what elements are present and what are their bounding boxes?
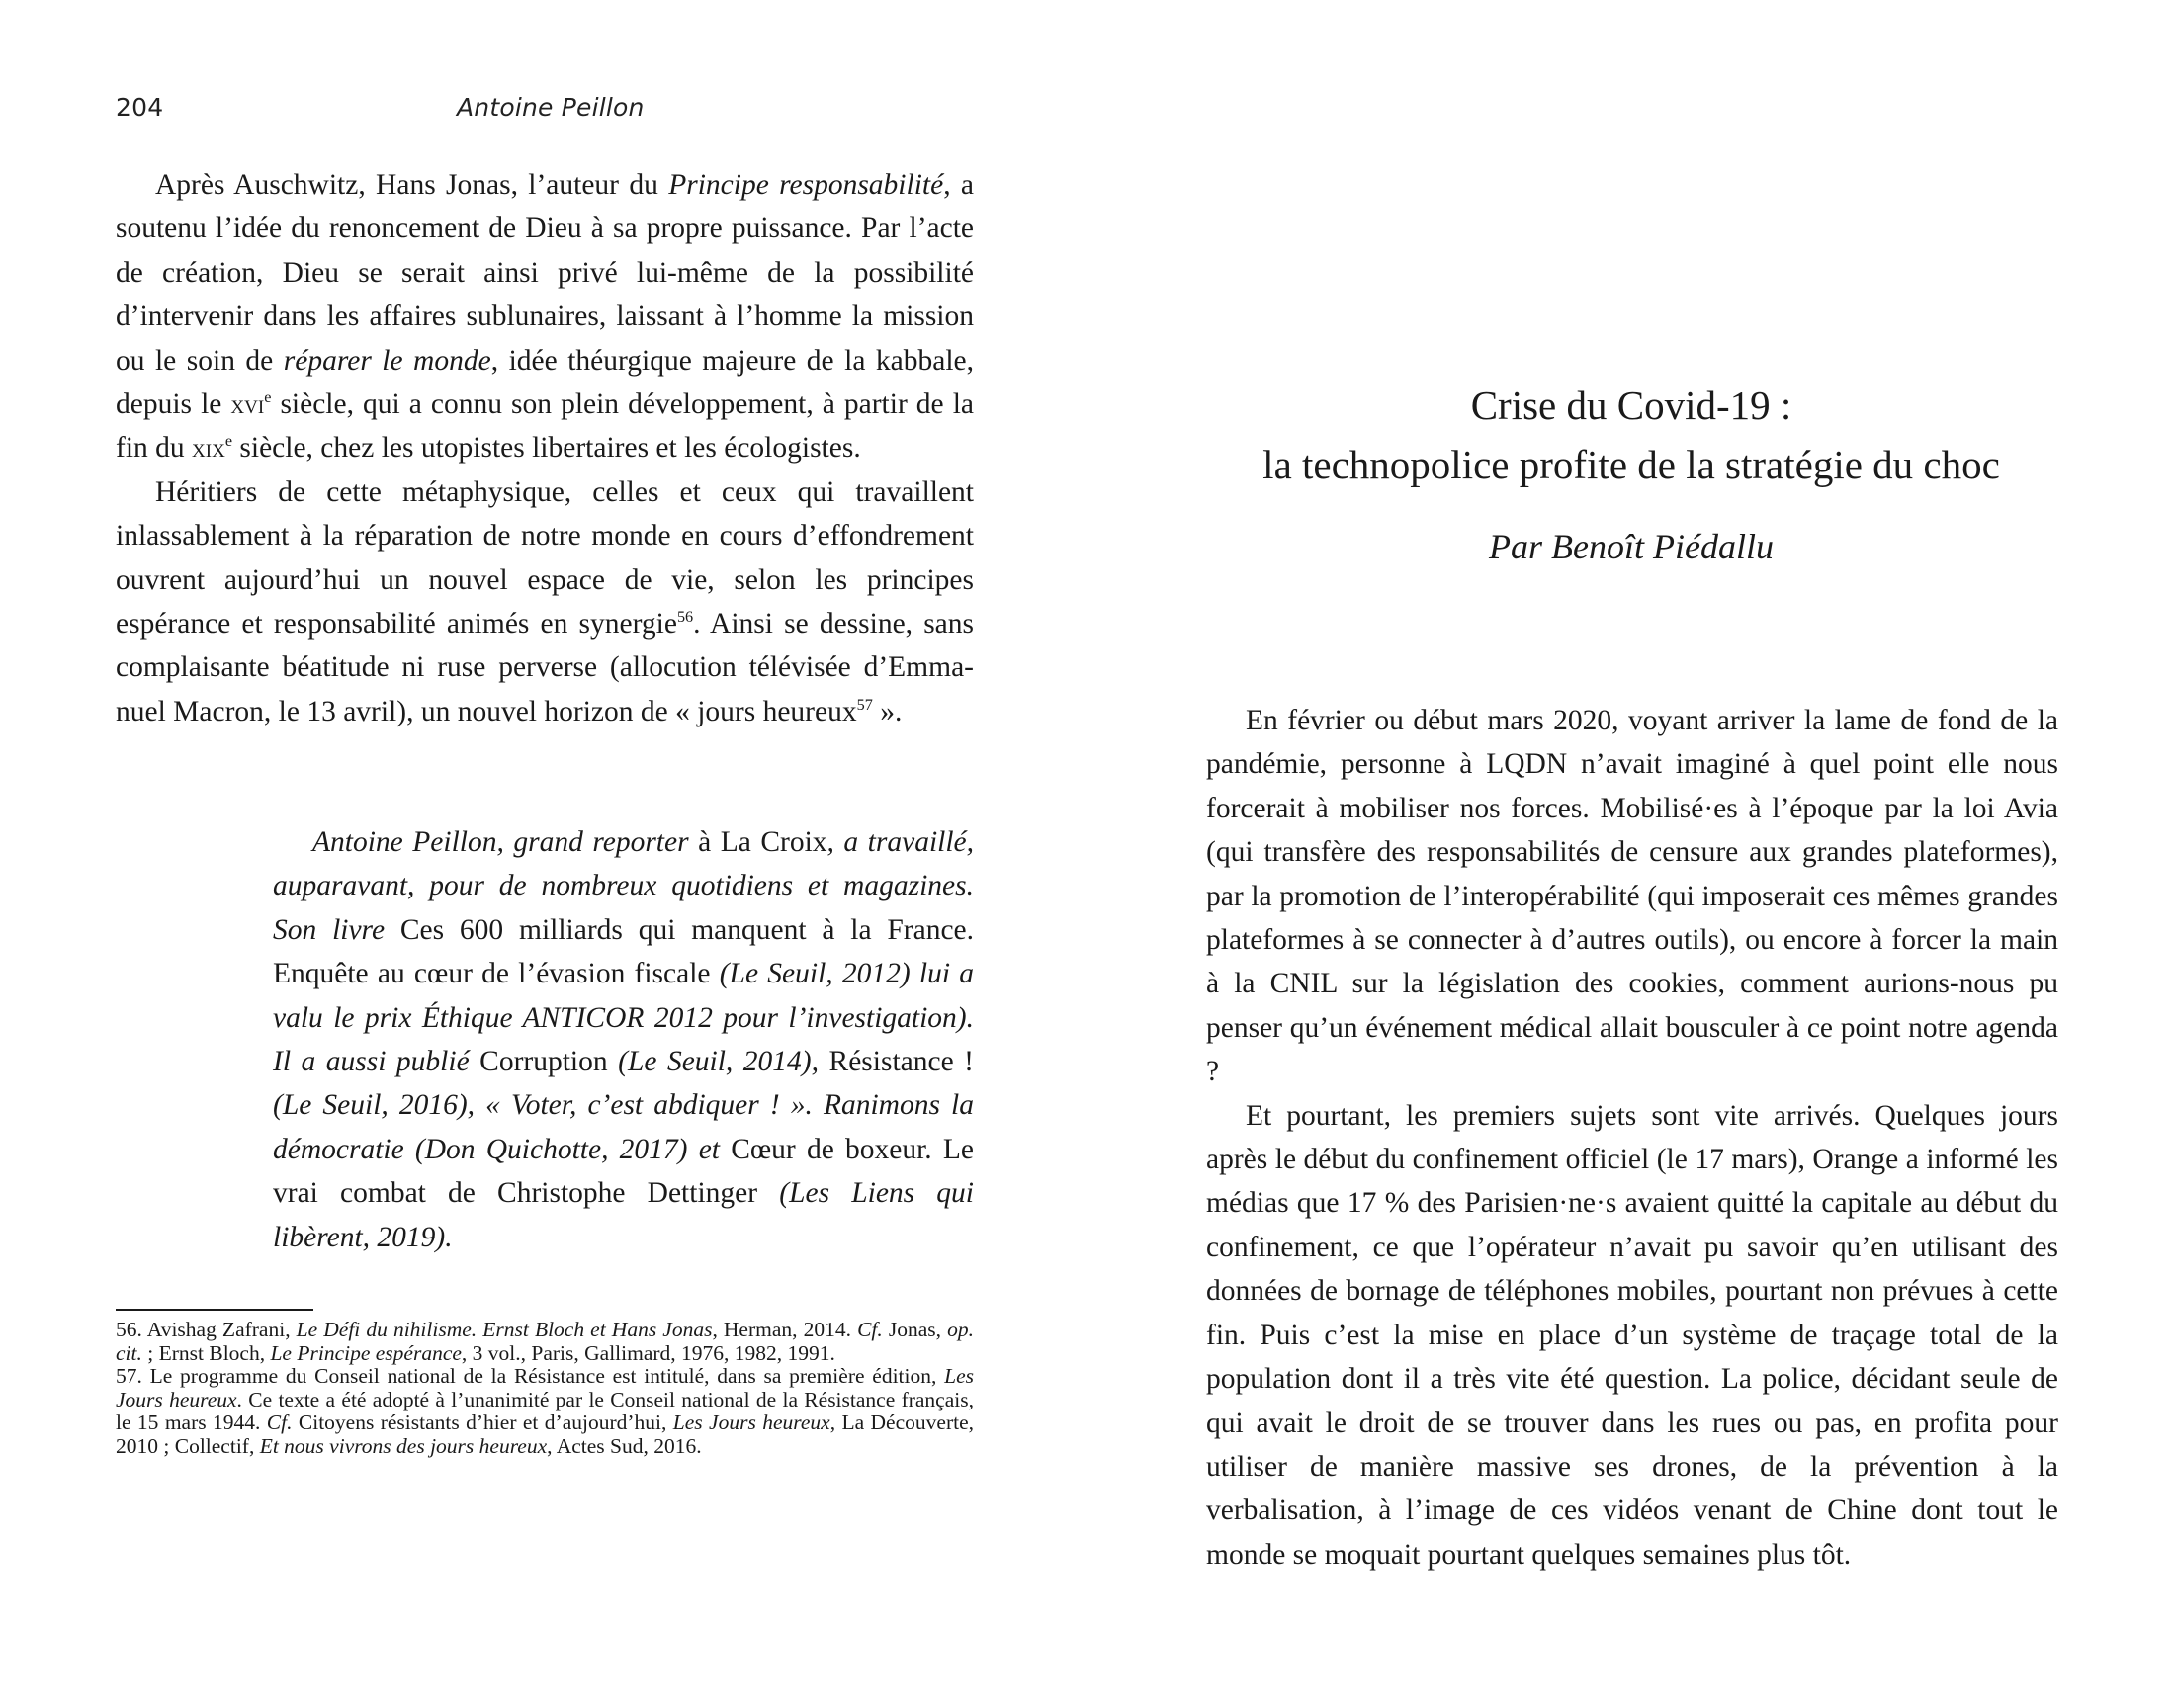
running-title: Antoine Peillon <box>457 93 645 122</box>
page-number: 204 <box>116 93 164 122</box>
paragraph: Héritiers de cette métaphysique, celles et ceux qui travaillent inlassablement à la réparation de notre monde en cours d’effondrement ouvrent aujourd’hui un nouvel espace de vie, selon les principes espérance et responsabilité animés en synergie$^{56}$. Ainsi se dessine, sans complaisante béatitude ni ruse perverse (allocution télévisée d’Emmanuel Macron, le 13 avril), un nouvel horizon de « jours heureux$^{57}$ ». <box>116 475 974 727</box>
author-bio-text: Antoine Peillon, grand reporter à La Croix, a travaillé, auparavant, pour de nombreux quotidiens et magazines. Son livre Ces 600 milliards qui manquent à la France. Enquête au cœur de l’évasion fiscale (Le Seuil, 2012) lui a valu le prix Éthique ANTICOR 2012 pour l’investigation). Il a aussi publié Corruption (Le Seuil, 2014), Résistance ! (Le Seuil, 2016), « Voter, c’est abdiquer ! ». Ranimons la démocratie (Don Quichotte, 2017) et Cœur de boxeur. Le vrai combat de Christophe Dettinger (Les Liens qui libèrent, 2019). <box>273 826 975 1253</box>
paragraph: Après Auschwitz, Hans Jonas, l’auteur du Principe responsabilité, a soutenu l’idée du renoncement de Dieu à sa propre puissance. Par l’acte de création, Dieu se serait ainsi privé lui-même de la possibilité d’intervenir dans les affaires sublunaires, laissant à l’homme la mission ou le soin de réparer le monde, idée théurgique majeure de la kabbale, depuis le xvi$^e$ siècle, qui a connu son plein développement, à partir de la fin du xix$^e$ siècle, chez les utopistes libertaires et les écologistes. <box>116 169 975 465</box>
author-bio <box>273 820 974 1259</box>
footnote-57: 57. Le programme du Conseil national de la Résistance est intitulé, dans sa première édition, Les Jours heureux. Ce texte a été adopté à l’unanimité par le Conseil national de la Résistance français, le 15 mars 1944. Cf. Citoyens résistants d’hier et d’aujourd’hui, Les Jours heureux, La Découverte, 2010 ; Collectif, Et nous vivrons des jours heureux, Actes Sud, 2016. <box>116 1364 974 1458</box>
footnote-divider <box>116 1309 313 1311</box>
paragraph: Et pourtant, les premiers sujets sont vite arrivés. Quelques jours après le début du confinement officiel (le 17 mars), Orange a informé les médias que 17 % des Parisien·ne·s avaient quitté la capitale au début du confinement, ce que l’opérateur n’avait pu savoir qu’en utilisant des données de bornage de téléphones mobiles, pourtant non prévues à cette fin. Puis c’est la mise en place d’un système de traçage total de la population dont il a très vite été question. La police, décidant seule de qui avait le droit de se trouver dans les rues ou pas, en profita pour utiliser de manière massive ses drones, de la prévention à la verbalisation, à l’image de ces vidéos venant de Chine dont tout le monde se moquait pourtant quelques semaines plus tôt. <box>1206 1099 2058 1571</box>
chapter-title <box>1196 376 2066 494</box>
footnotes <box>116 1319 974 1459</box>
paragraph: En février ou début mars 2020, voyant arriver la lame de fond de la pandémie, personne à LQDN n’avait imaginé à quel point elle nous forcerait à mobiliser nos forces. Mobilisé·es à l’époque par la loi Avia (qui transfère des responsabilités de censure aux grandes plateformes), par la promotion de l’interopérabilité (qui imposerait ces mêmes grandes plateformes à se connecter à d’autres outils), ou encore à forcer la main à la CNIL sur la législation des cookies, comment aurions-nous pu penser qu’un événement médical allait bousculer à ce point notre agenda ? <box>1206 705 2058 1088</box>
left-body-text <box>116 163 974 733</box>
chapter-title-line-1: Crise du Covid-19 : <box>1470 383 1792 428</box>
right-body-text <box>1206 699 2058 1577</box>
footnote-56: 56. Avishag Zafrani, Le Défi du nihilisme. Ernst Bloch et Hans Jonas, Herman, 2014. Cf. Jonas, op. cit. ; Ernst Bloch, Le Principe espérance, 3 vol., Paris, Gallimard, 1976, 1982, 1991. <box>116 1318 975 1365</box>
chapter-title-line-2: la technopolice profite de la stratégie du choc <box>1262 442 2000 487</box>
chapter-byline: Par Benoît Piédallu <box>1489 527 1774 566</box>
